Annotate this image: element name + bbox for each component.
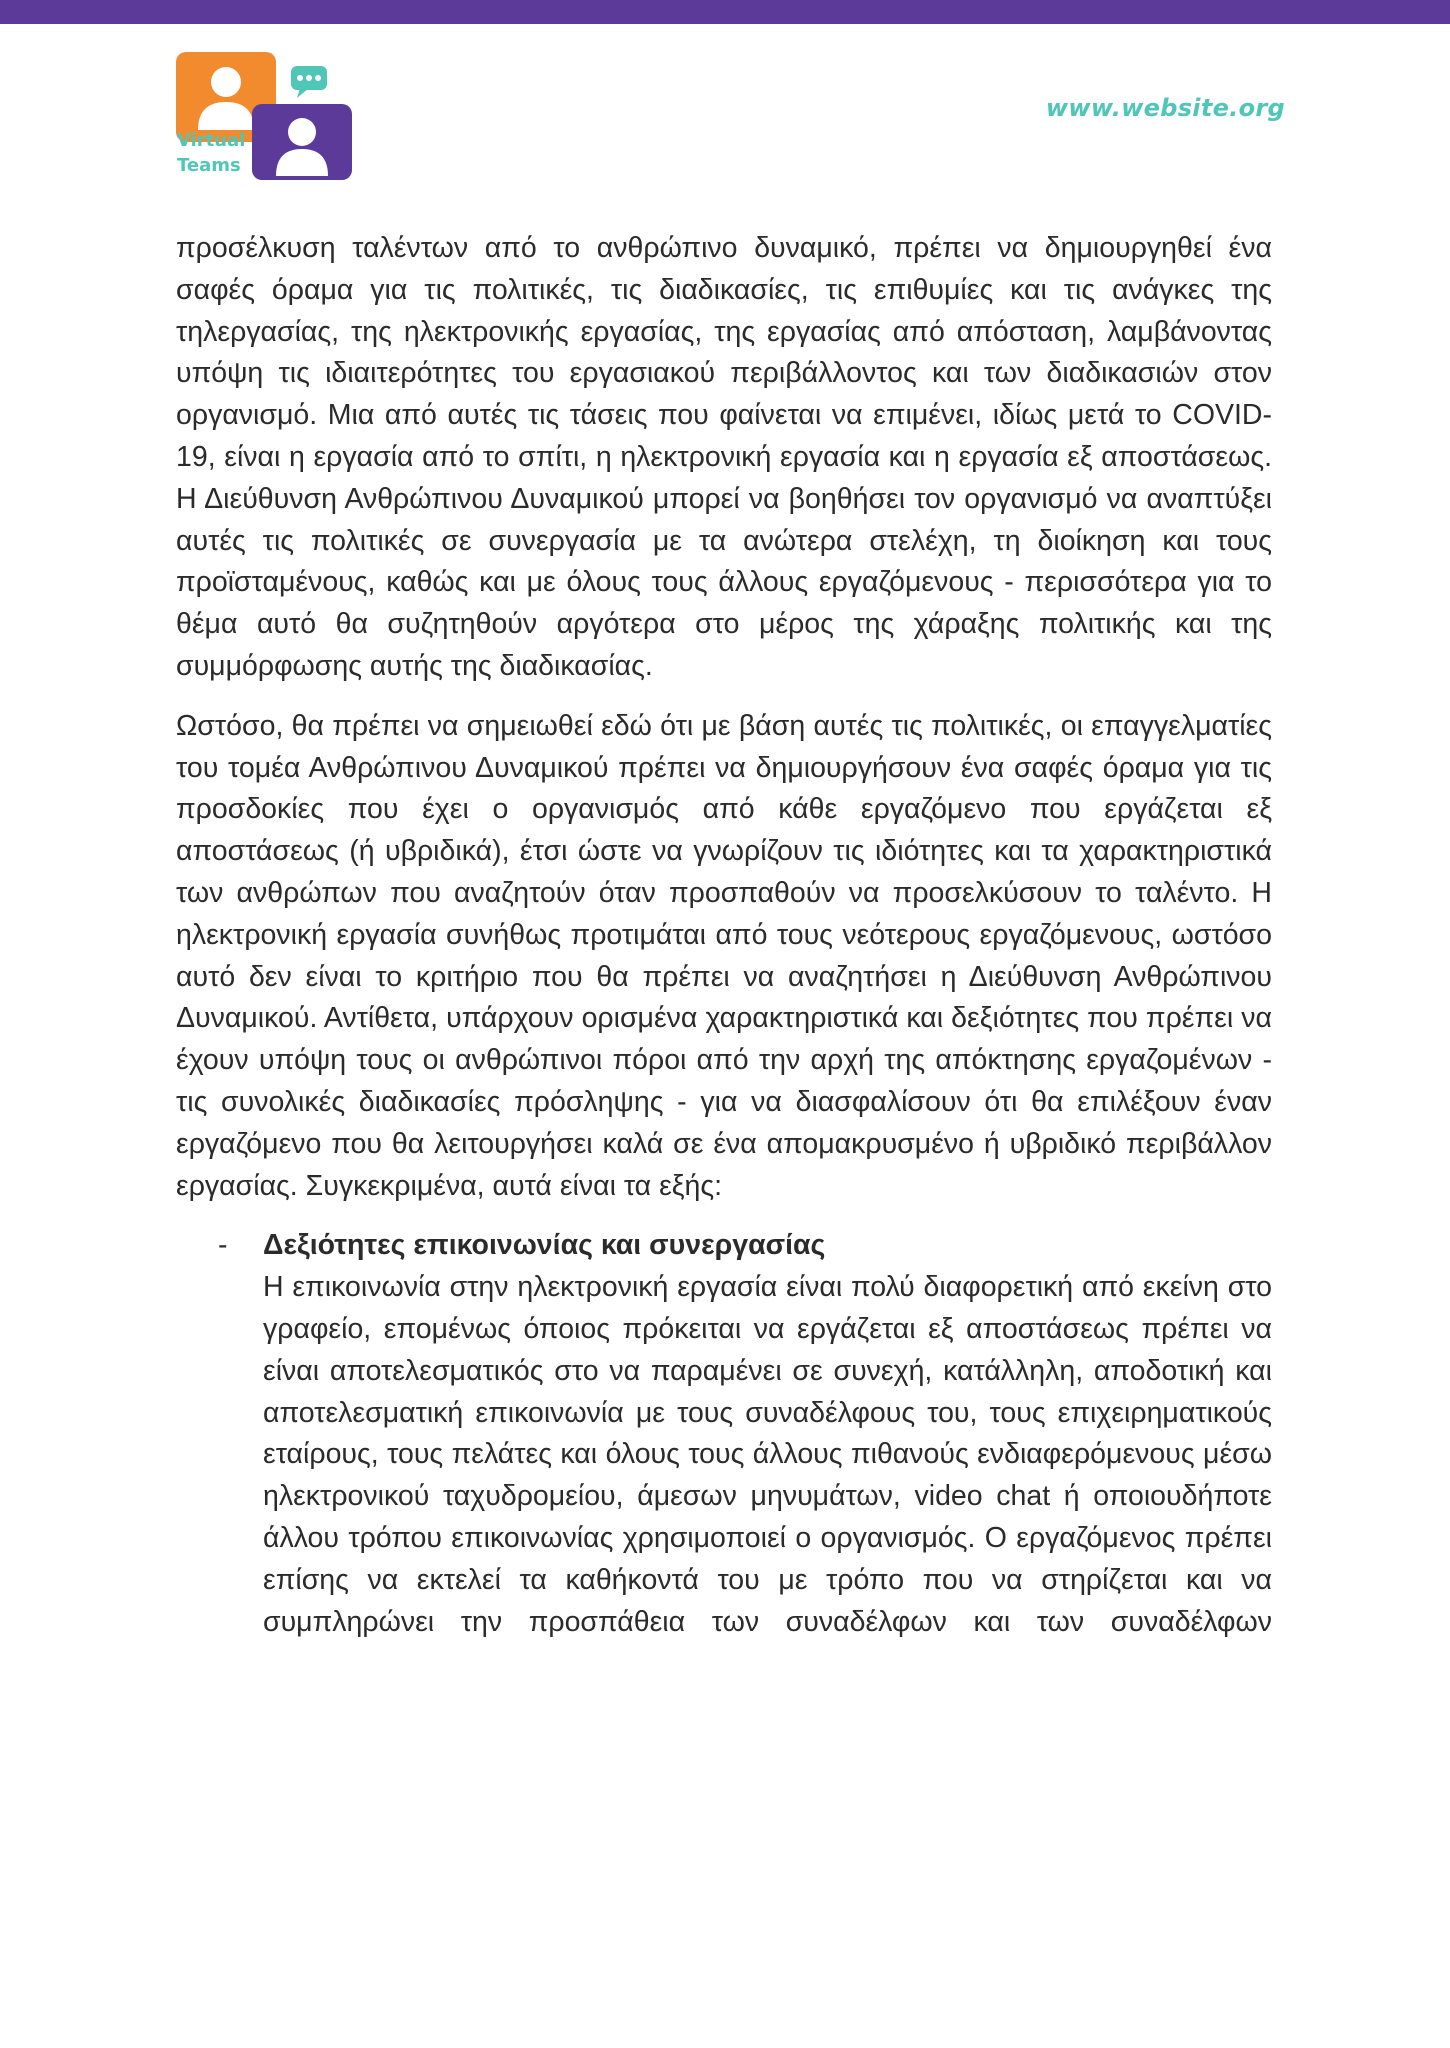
top-color-bar bbox=[0, 0, 1450, 24]
virtual-teams-logo bbox=[176, 52, 354, 182]
paragraph: προσέλκυση ταλέντων από το ανθρώπινο δυναμικό, πρέπει να δημιουργηθεί ένα σαφές όραμα για τις πολιτικές, τις διαδικασίες, τις επιθυμίες και τις ανάγκες της τηλεργασίας, της ηλεκτρονικής εργασίας, της εργασίας από απόσταση, λαμβάνοντας υπόψη τις ιδιαιτερότητες του εργασιακού περιβάλλοντος και των διαδικασιών στον οργανισμό. Μια από αυτές τις τάσεις που φαίνεται να επιμένει, ιδίως μετά το COVID-19, είναι η εργασία από το σπίτι, η ηλεκτρονική εργασία και η εργασία εξ αποστάσεως. Η Διεύθυνση Ανθρώπινου Δυναμικού μπορεί να βοηθήσει τον οργανισμό να αναπτύξει αυτές τις πολιτικές σε συνεργασία με τα ανώτερα στελέχη, τη διοίκηση και τους προϊσταμένους, καθώς και με όλους τους άλλους εργαζόμενους - περισσότερα για το θέμα αυτό θα συζητηθούν αργότερα στο μέρος της χάραξης πολιτικής και της συμμόρφωσης αυτής της διαδικασίας. bbox=[176, 232, 1272, 682]
logo-graphic bbox=[176, 52, 354, 182]
bullet-list bbox=[176, 1225, 1272, 1643]
bullet-heading: Δεξιότητες επικοινωνίας και συνεργασίας bbox=[263, 1229, 826, 1262]
bullet-marker: - bbox=[218, 1229, 228, 1262]
logo-text-virtual: Virtual bbox=[177, 130, 246, 151]
bullet-text: Η επικοινωνία στην ηλεκτρονική εργασία είναι πολύ διαφορετική από εκείνη στο γραφείο, επομένως όποιος πρόκειται να εργάζεται εξ αποστάσεως πρέπει να είναι αποτελεσματικός στο να παραμένει σε συνεχή, κατάλληλη, αποδοτική και αποτελεσματική επικοινωνία με τους συναδέλφους του, τους επιχειρηματικούς εταίρους, τους πελάτες και όλους τους άλλους πιθανούς ενδιαφερόμενους μέσω ηλεκτρονικού ταχυδρομείου, άμεσων μηνυμάτων, video chat ή οποιουδήποτε άλλου τρόπου επικοινωνίας χρησιμοποιεί ο οργανισμός. Ο εργαζόμενος πρέπει επίσης να εκτελεί τα καθήκοντά του με τρόπο που να στηρίζεται και να συμπληρώνει την προσπάθεια των συναδέλφων και των συναδέλφων bbox=[263, 1271, 1272, 1638]
website-url[interactable]: www.website.org bbox=[1045, 94, 1285, 122]
paragraph: Ωστόσο, θα πρέπει να σημειωθεί εδώ ότι με βάση αυτές τις πολιτικές, οι επαγγελματίες του τομέα Ανθρώπινου Δυναμικού πρέπει να δημιουργήσουν ένα σαφές όραμα για τις προσδοκίες που έχει ο οργανισμός από κάθε εργαζόμενο που εργάζεται εξ αποστάσεως (ή υβριδικά), έτσι ώστε να γνωρίζουν τις ιδιότητες και τα χαρακτηριστικά των ανθρώπων που αναζητούν όταν προσπαθούν να προσελκύσουν το ταλέντο. Η ηλεκτρονική εργασία συνήθως προτιμάται από τους νεότερους εργαζόμενους, ωστόσο αυτό δεν είναι το κριτήριο που θα πρέπει να αναζητήσει η Διεύθυνση Ανθρώπινου Δυναμικού. Αντίθετα, υπάρχουν ορισμένα χαρακτηριστικά και δεξιότητες που πρέπει να έχουν υπόψη τους οι ανθρώπινοι πόροι από την αρχή της απόκτησης εργαζομένων - τις συνολικές διαδικασίες πρόσληψης - για να διασφαλίσουν ότι θα επιλέξουν έναν εργαζόμενο που θα λειτουργήσει καλά σε ένα απομακρυσμένο ή υβριδικό περιβάλλον εργασίας. Συγκεκριμένα, αυτά είναι τα εξής: bbox=[176, 709, 1272, 1202]
document-body bbox=[176, 228, 1272, 1643]
bullet-item bbox=[176, 1225, 1272, 1643]
logo-text-teams: Teams bbox=[177, 155, 241, 176]
